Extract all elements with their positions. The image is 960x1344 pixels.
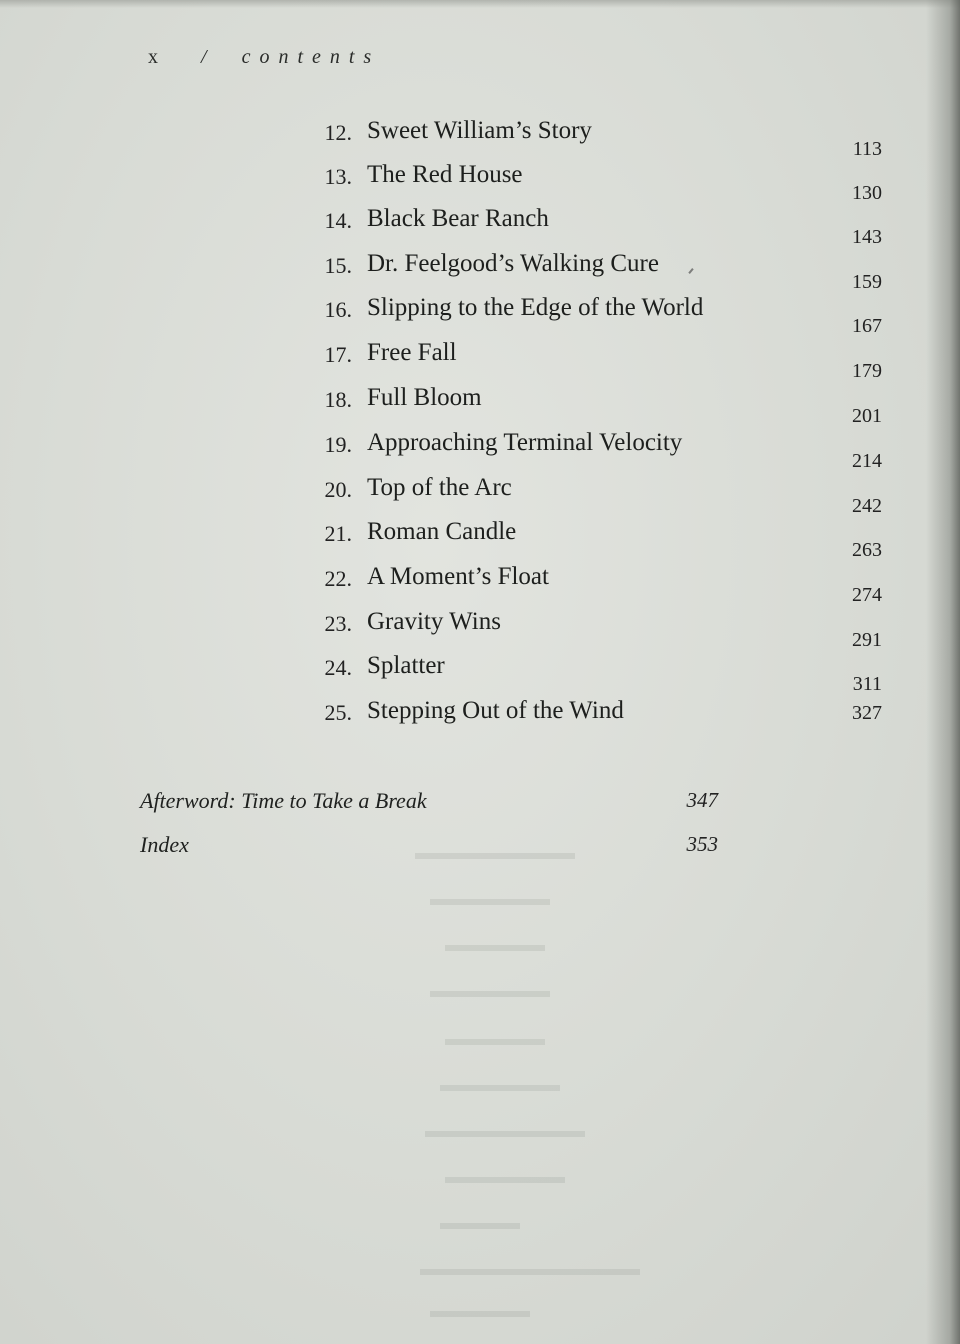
back-matter-page: 347 [686,788,718,812]
chapter-number: 12. [324,120,352,145]
toc-entry [0,608,960,655]
chapter-number: 17. [324,342,352,367]
chapter-number: 25. [324,700,352,725]
chapter-page: 274 [852,584,882,606]
back-matter-label: Afterword: Time to Take a Break [140,788,427,813]
chapter-title: Sweet William’s Story [367,117,592,144]
chapter-number: 23. [324,611,352,636]
bleed-through-text: ▬▬▬▬▬▬ [430,980,550,1002]
chapter-page: 130 [852,182,882,204]
chapter-page: 143 [852,226,882,248]
toc-entry [0,474,960,521]
chapter-title: Top of the Arc [367,474,512,501]
page-top-shadow [0,0,960,8]
bleed-through-text: ▬▬▬▬▬▬ [430,888,550,910]
chapter-number: 18. [324,387,352,412]
chapter-number: 20. [324,477,352,502]
bleed-through-text: ▬▬▬▬▬▬▬▬▬▬▬ [420,1258,640,1280]
toc-entry [0,384,960,431]
running-head-separator: / [201,46,207,68]
bleed-through-text: ▬▬▬▬▬ [430,1300,530,1322]
chapter-title: Dr. Feelgood’s Walking Cure [367,250,659,277]
chapter-title: Roman Candle [367,518,517,545]
bleed-through-text: ▬▬▬▬▬▬▬▬ [415,842,575,864]
bleed-through-text: ▬▬▬▬▬▬ [440,1074,560,1096]
bleed-through-text: ▬▬▬▬ [440,1212,520,1234]
chapter-title: Black Bear Ranch [367,205,549,232]
toc-entry [0,697,960,744]
chapter-title: Free Fall [367,339,457,366]
chapter-number: 19. [324,432,352,457]
bleed-through-text: ▬▬▬▬▬ [445,934,545,956]
chapter-title: Gravity Wins [367,608,501,635]
page-folio: x [148,46,158,68]
toc-entry [0,563,960,610]
back-matter-page: 353 [686,832,718,856]
running-head [148,46,380,69]
toc-entry [0,339,960,386]
toc-entry [0,652,960,699]
chapter-number: 16. [324,297,352,322]
toc-entry [0,205,960,252]
toc-entry [0,117,960,164]
chapter-page: 113 [852,138,882,160]
chapter-page: 242 [852,495,882,517]
toc-entry [0,294,960,341]
bleed-through-text: ▬▬▬▬▬ [445,1028,545,1050]
chapter-number: 15. [324,253,352,278]
chapter-number: 14. [324,208,352,233]
bleed-through-text: ▬▬▬▬▬▬ [445,1166,565,1188]
chapter-title: A Moment’s Float [367,563,549,590]
chapter-number: 24. [324,655,352,680]
bleed-through-text: ▬▬▬▬▬▬▬▬ [425,1120,585,1142]
toc-back-matter-entry [140,832,720,868]
toc-back-matter-entry [140,788,720,824]
chapter-page: 327 [852,702,882,724]
chapter-title: Full Bloom [367,384,482,411]
chapter-title: Approaching Terminal Velocity [367,429,683,456]
chapter-page: 214 [852,450,882,472]
toc-entry [0,518,960,565]
chapter-page: 311 [852,673,882,695]
chapter-number: 22. [324,566,352,591]
chapter-page: 159 [852,271,882,293]
chapter-page: 179 [852,360,882,382]
chapter-page: 167 [852,315,882,337]
chapter-title: The Red House [367,161,523,188]
toc-entry [0,250,960,297]
back-matter-label: Index [140,832,189,857]
toc-entry [0,429,960,476]
chapter-page: 201 [852,405,882,427]
chapter-title: Splatter [367,652,445,679]
chapter-page: 291 [852,629,882,651]
chapter-number: 21. [324,521,352,546]
chapter-title: Slipping to the Edge of the World [367,294,704,321]
chapter-page: 263 [852,539,882,561]
chapter-number: 13. [324,164,352,189]
running-head-title: contents [241,46,381,68]
toc-entry [0,161,960,208]
chapter-title: Stepping Out of the Wind [367,697,624,724]
